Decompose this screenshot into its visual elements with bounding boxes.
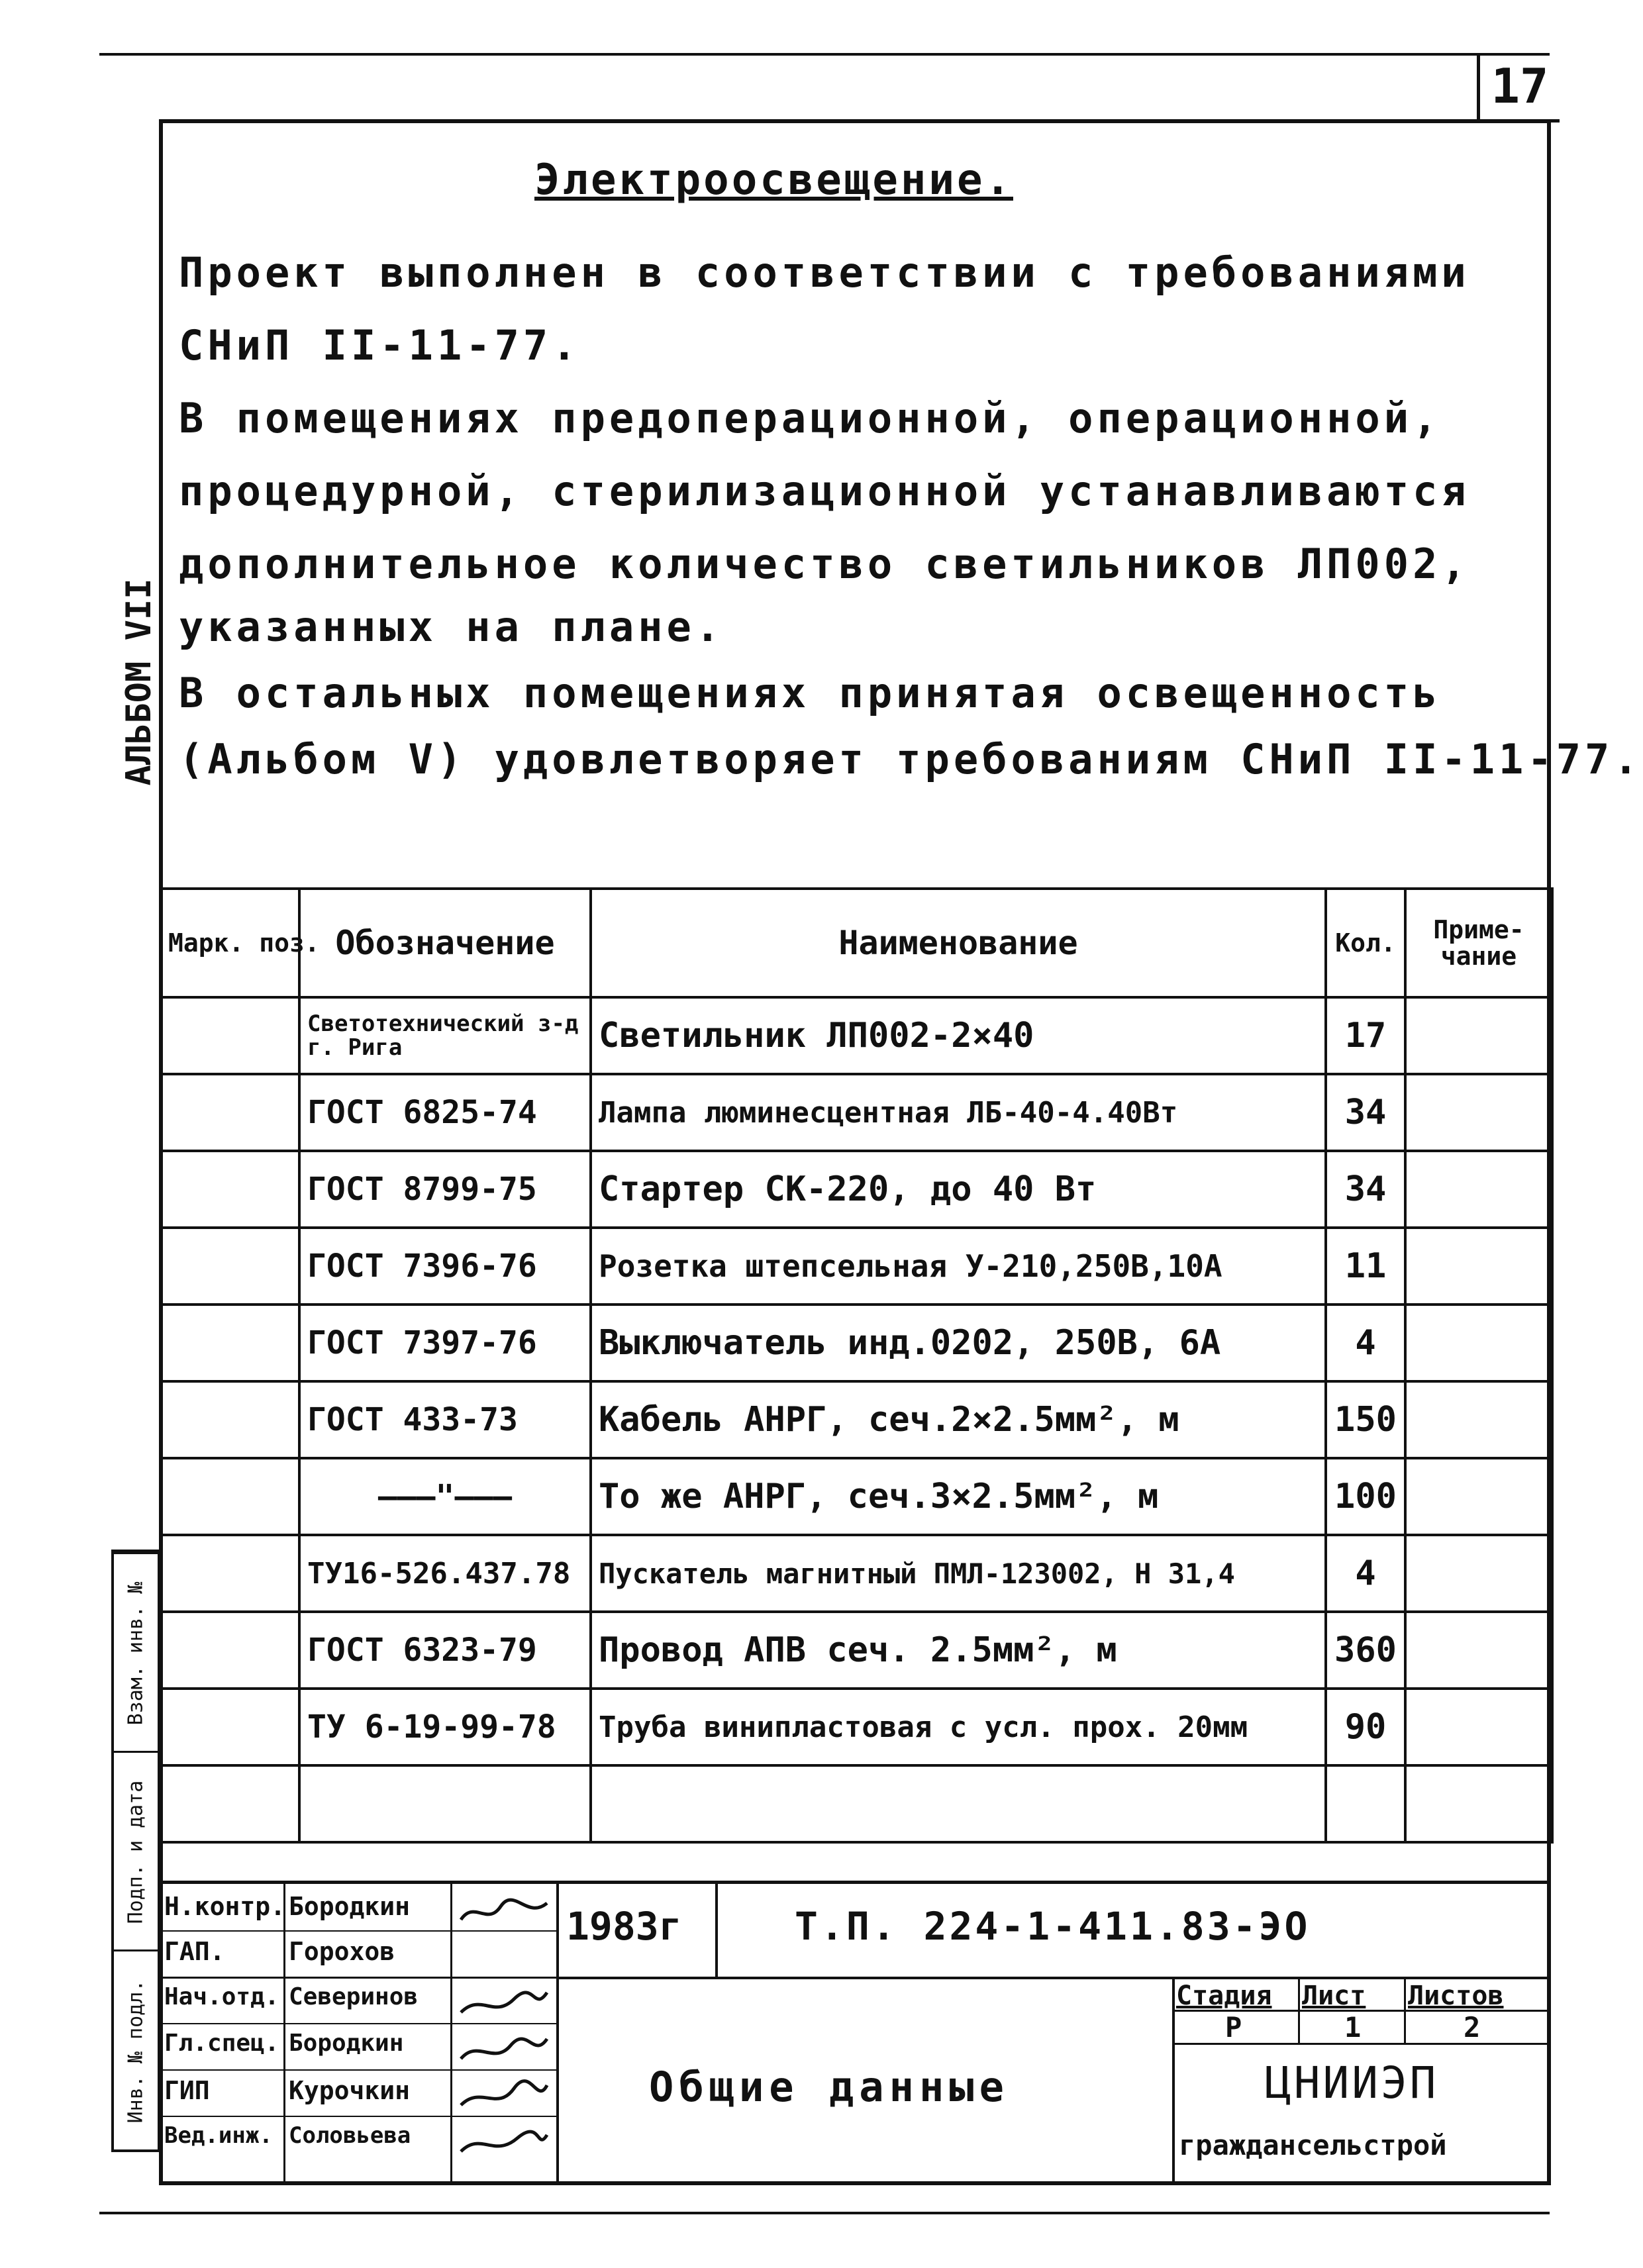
cell-designation: ТУ 6-19-99-78	[299, 1689, 591, 1765]
cell-name: Труба винипластовая с усл. прох. 20мм	[591, 1689, 1326, 1765]
top-border-line	[99, 53, 1550, 56]
signatory-role: Нач.отд.	[164, 1983, 279, 2010]
header-note: Приме-чание	[1405, 889, 1552, 997]
sheets-label: Листов	[1408, 1981, 1504, 2011]
sheets-value: 2	[1464, 2011, 1481, 2044]
cell-mark	[160, 1228, 299, 1305]
cell-note	[1405, 1765, 1552, 1842]
stamp-divider	[450, 1884, 452, 2185]
cell-designation: ГОСТ 7396-76	[299, 1228, 591, 1305]
stamp-divider	[556, 1977, 1551, 1979]
cell-mark	[160, 1458, 299, 1535]
header-qty: Кол.	[1326, 889, 1405, 997]
cell-note	[1405, 1228, 1552, 1305]
bottom-border-line	[99, 2212, 1550, 2214]
table-row	[160, 1228, 1552, 1305]
sheet-title: Общие данные	[649, 2063, 1009, 2111]
org-subtitle: гражданcельстрой	[1179, 2129, 1447, 2161]
paragraph-line: процедурной, стерилизационной устанавливаются	[179, 467, 1470, 515]
paragraph-line: Проект выполнен в соответствии с требованиями	[179, 248, 1470, 297]
cell-name: Кабель АНРГ, сеч.2×2.5мм², м	[591, 1381, 1326, 1458]
side-stamp-cell	[114, 1949, 158, 2151]
header-designation: Обозначение	[299, 889, 591, 997]
paragraph-line: В остальных помещениях принятая освещенность	[179, 669, 1442, 717]
cell-note	[1405, 1612, 1552, 1689]
signatory-role: Вед.инж.	[164, 2122, 273, 2149]
cell-designation: Светотехнический з-д г. Рига	[299, 997, 591, 1074]
cell-name	[591, 1765, 1326, 1842]
paragraph-line: В помещениях предоперационной, операционной,	[179, 394, 1442, 442]
cell-name: Светильник ЛП002-2×40	[591, 997, 1326, 1074]
stamp-year: 1983г	[566, 1904, 682, 1949]
table-row	[160, 1305, 1552, 1381]
signatory-role: ГАП.	[164, 1937, 225, 1966]
cell-note	[1405, 1535, 1552, 1612]
table-row	[160, 1535, 1552, 1612]
cell-qty	[1326, 1765, 1405, 1842]
stamp-divider	[1404, 1977, 1406, 2043]
paragraph-line: дополнительное количество светильников ЛП002,	[179, 540, 1470, 588]
side-stamp-text: Подп. и дата	[124, 1780, 148, 1924]
cell-qty: 360	[1326, 1612, 1405, 1689]
paragraph-line: (Альбом V) удовлетворяет требованиям СНиП II-11-77.	[179, 735, 1642, 783]
signatory-name: Бородкин	[289, 1892, 411, 1921]
cell-designation: ГОСТ 6323-79	[299, 1612, 591, 1689]
cell-note	[1405, 1151, 1552, 1228]
title-block	[159, 1881, 1551, 2189]
cell-name: Стартер СК-220, до 40 Вт	[591, 1151, 1326, 1228]
paragraph-line: СНиП II-11-77.	[179, 321, 581, 370]
stage-label: Стадия	[1176, 1981, 1272, 2011]
side-album-text: АЛЬБОМ VII	[119, 578, 159, 786]
cell-qty: 11	[1326, 1228, 1405, 1305]
signatory-name: Бородкин	[289, 2030, 404, 2057]
table-header-row	[160, 889, 1552, 997]
cell-mark	[160, 1074, 299, 1151]
side-stamp-text: Инв. № подл.	[124, 1979, 148, 2124]
sheet-label: Лист	[1302, 1981, 1366, 2011]
cell-mark	[160, 1535, 299, 1612]
cell-designation: ГОСТ 6825-74	[299, 1074, 591, 1151]
cell-name: Выключатель инд.0202, 250В, 6А	[591, 1305, 1326, 1381]
table-row	[160, 1612, 1552, 1689]
cell-mark	[160, 1765, 299, 1842]
cell-qty: 34	[1326, 1151, 1405, 1228]
cell-mark	[160, 997, 299, 1074]
side-stamp-text: Взам. инв. №	[124, 1581, 148, 1726]
cell-note	[1405, 1381, 1552, 1458]
table-row	[160, 1458, 1552, 1535]
cell-name: Пускатель магнитный ПМЛ-123002, Н 31,4	[591, 1535, 1326, 1612]
cell-qty: 34	[1326, 1074, 1405, 1151]
cell-qty: 90	[1326, 1689, 1405, 1765]
cell-mark	[160, 1381, 299, 1458]
cell-designation: ———"———	[299, 1458, 591, 1535]
stamp-divider	[283, 1884, 285, 2185]
stamp-divider	[715, 1884, 718, 1977]
header-mark: Марк. поз.	[160, 889, 299, 997]
paragraph-line: указанных на плане.	[179, 603, 724, 651]
side-album-label	[113, 569, 166, 795]
side-stamp-cell	[114, 1751, 158, 1951]
signature-marks	[454, 1887, 554, 2185]
table-row	[160, 997, 1552, 1074]
cell-mark	[160, 1612, 299, 1689]
specification-table	[159, 887, 1554, 1844]
table-row	[160, 1689, 1552, 1765]
section-title: Электроосвещение.	[534, 156, 1013, 205]
table-row	[160, 1765, 1552, 1842]
cell-name: Лампа люминесцентная ЛБ-40-4.40Вт	[591, 1074, 1326, 1151]
table-row	[160, 1074, 1552, 1151]
signatory-name: Северинов	[289, 1983, 419, 2010]
cell-name: То же АНРГ, сеч.3×2.5мм², м	[591, 1458, 1326, 1535]
stage-value: Р	[1225, 2011, 1242, 2044]
signatory-role: Гл.спец.	[164, 2030, 279, 2057]
cell-designation: ГОСТ 433-73	[299, 1381, 591, 1458]
signatory-role: ГИП	[164, 2076, 210, 2105]
table-row	[160, 1381, 1552, 1458]
cell-qty: 4	[1326, 1535, 1405, 1612]
cell-designation	[299, 1765, 591, 1842]
project-code: Т.П. 224-1-411.83-ЭО	[795, 1904, 1311, 1949]
cell-name: Провод АПВ сеч. 2.5мм², м	[591, 1612, 1326, 1689]
cell-mark	[160, 1305, 299, 1381]
cell-qty: 4	[1326, 1305, 1405, 1381]
table-row	[160, 1151, 1552, 1228]
cell-designation: ТУ16-526.437.78	[299, 1535, 591, 1612]
org-name: ЦНИИЭП	[1265, 2057, 1439, 2108]
stamp-divider	[556, 1884, 559, 2185]
side-stamp-cell	[114, 1552, 158, 1753]
header-name: Наименование	[591, 889, 1326, 997]
cell-designation: ГОСТ 7397-76	[299, 1305, 591, 1381]
cell-note	[1405, 1305, 1552, 1381]
cell-note	[1405, 1074, 1552, 1151]
signatory-name: Горохов	[289, 1937, 395, 1966]
cell-note	[1405, 1689, 1552, 1765]
cell-mark	[160, 1151, 299, 1228]
cell-qty: 150	[1326, 1381, 1405, 1458]
cell-designation: ГОСТ 8799-75	[299, 1151, 591, 1228]
cell-name: Розетка штепсельная У-210,250В,10А	[591, 1228, 1326, 1305]
cell-qty: 100	[1326, 1458, 1405, 1535]
signatory-role: Н.контр.	[164, 1892, 286, 1921]
cell-note	[1405, 997, 1552, 1074]
page-number: 17	[1477, 53, 1560, 123]
stamp-divider	[1298, 1977, 1300, 2043]
cell-note	[1405, 1458, 1552, 1535]
sheet-value: 1	[1344, 2011, 1362, 2044]
stamp-divider	[1172, 1977, 1175, 2185]
side-stamp	[111, 1550, 160, 2152]
signatory-name: Соловьева	[289, 2122, 411, 2149]
cell-mark	[160, 1689, 299, 1765]
signatory-name: Курочкин	[289, 2076, 411, 2105]
cell-qty: 17	[1326, 997, 1405, 1074]
